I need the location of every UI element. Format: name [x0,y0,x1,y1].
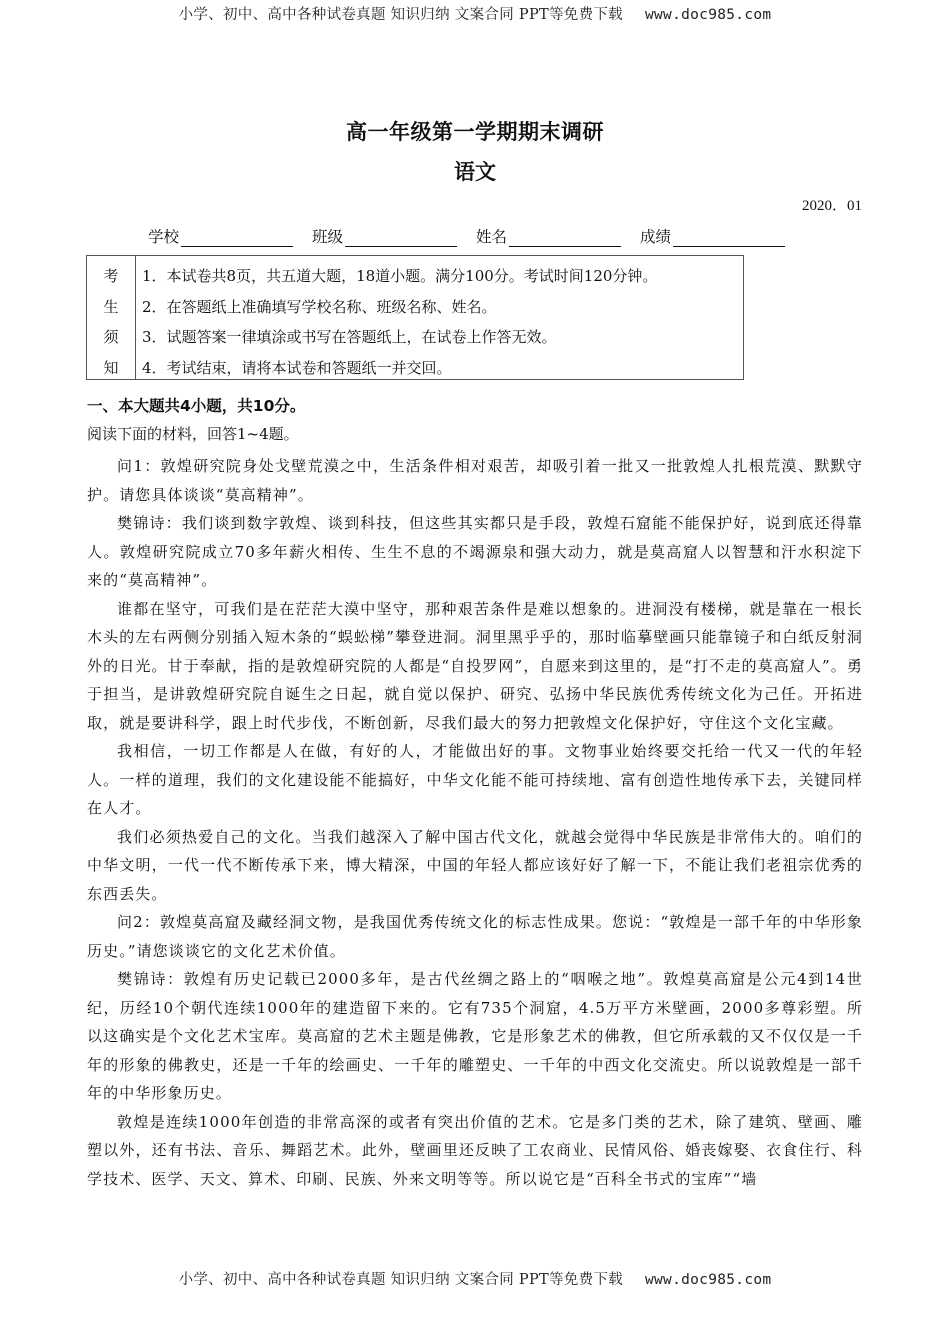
reading-passage [87,452,863,1193]
notice-item: 1．本试卷共8页，共五道大题，18道小题。满分100分。考试时间120分钟。 [142,267,658,285]
section-instruction: 阅读下面的材料，回答1~4题。 [87,425,299,443]
watermark-text: 小学、初中、高中各种试卷真题 知识归纳 文案合同 PPT等免费下载 [178,7,623,23]
section-heading: 一、本大题共4小题，共10分。 [87,397,306,415]
notice-item: 3．试题答案一律填涂或书写在答题纸上，在试卷上作答无效。 [142,328,557,346]
school-blank[interactable] [181,229,293,247]
passage-paragraph: 问2：敦煌莫高窟及藏经洞文物，是我国优秀传统文化的标志性成果。您说：“敦煌是一部千年的中华形象历史。”请您谈谈它的文化艺术价值。 [87,913,863,960]
passage-paragraph: 樊锦诗：敦煌有历史记载已2000多年，是古代丝绸之路上的“咽喉之地”。敦煌莫高窟是公元4到14世纪，历经10个朝代连续1000年的建造留下来的。它有735个洞窟，4.5万平方米壁画，2000多尊彩塑。所以这确实是个文化艺术宝库。莫高窟的艺术主题是佛教，它是形象艺术的佛教，但它所承载的又不仅仅是一千年的形象的佛教史，还是一千年的绘画史、一千年的雕塑史、一千年的中西文化交流史。所以说敦煌是一部千年的中华形象历史。 [87,970,863,1102]
notice-label-char: 知 [103,358,119,377]
score-label: 成绩 [640,228,672,246]
class-field[interactable] [312,225,457,247]
school-label: 学校 [148,228,180,246]
student-info-row [148,225,804,247]
name-label: 姓名 [476,228,508,246]
watermark-text: 小学、初中、高中各种试卷真题 知识归纳 文案合同 PPT等免费下载 [178,1272,623,1288]
passage-paragraph: 我相信，一切工作都是人在做，有好的人，才能做出好的事。文物事业始终要交托给一代又一代的年轻人。一样的道理，我们的文化建设能不能搞好，中华文化能不能可持续地、富有创造性地传承下去，关键同样在人才。 [87,742,863,817]
exam-subject: 语文 [454,160,496,184]
name-blank[interactable] [509,229,621,247]
exam-title: 高一年级第一学期期末调研 [346,120,604,144]
notice-item: 2．在答题纸上准确填写学校名称、班级名称、姓名。 [142,297,497,316]
passage-paragraph: 敦煌是连续1000年创造的非常高深的或者有突出价值的艺术。它是多门类的艺术，除了建筑、壁画、雕塑以外，还有书法、音乐、舞蹈艺术。此外，壁画里还反映了工农商业、民情风俗、婚丧嫁娶、衣食住行、科学技术、医学、天文、算术、印刷、民族、外来文明等等。所以说它是“百科全书式的宝库”“墙 [87,1112,863,1188]
passage-paragraph: 谁都在坚守，可我们是在茫茫大漠中坚守，那种艰苦条件是难以想象的。进洞没有楼梯，就是靠在一根长木头的左右两侧分别插入短木条的“蜈蚣梯”攀登进洞。洞里黑乎乎的，那时临摹壁画只能靠镜子和白纸反射洞外的日光。甘于奉献，指的是敦煌研究院的人都是“自投罗网”，自愿来到这里的，是“打不走的莫高窟人”。勇于担当，是讲敦煌研究院自诞生之日起，就自觉以保护、研究、弘扬中华民族优秀传统文化为己任。开拓进取，就是要讲科学，跟上时代步伐，不断创新，尽我们最大的努力把敦煌文化保护好，守住这个文化宝藏。 [87,599,863,732]
notice-label-char: 考 [103,267,119,285]
notice-label [87,256,136,379]
passage-paragraph: 我们必须热爱自己的文化。当我们越深入了解中国古代文化，就越会觉得中华民族是非常伟大的。咱们的中华文明，一代一代不断传承下来，博大精深，中国的年轻人都应该好好了解一下，不能让我们老祖宗优秀的东西丢失。 [87,827,863,903]
footer-watermark [0,1268,950,1289]
passage-paragraph: 问1：敦煌研究院身处戈壁荒漠之中，生活条件相对艰苦，却吸引着一批又一批敦煌人扎根荒漠、默默守护。请您具体谈谈“莫高精神”。 [87,457,863,504]
header-watermark [0,3,950,24]
passage-paragraph: 樊锦诗：我们谈到数字敦煌、谈到科技，但这些其实都只是手段，敦煌石窟能不能保护好，说到底还得靠人。敦煌研究院成立70多年薪火相传、生生不息的不竭源泉和强大动力，就是莫高窟人以智慧和汗水积淀下来的“莫高精神”。 [87,514,863,589]
school-field[interactable] [148,225,293,247]
notice-label-char: 生 [103,297,119,316]
exam-notice-box [86,255,744,380]
name-field[interactable] [476,225,621,247]
watermark-url: www.doc985.com [645,1272,772,1288]
watermark-url: www.doc985.com [645,7,772,23]
notice-label-char: 须 [103,328,119,346]
score-blank[interactable] [673,229,785,247]
score-field[interactable] [640,225,785,247]
exam-date: 2020．01 [801,198,862,214]
notice-item: 4．考试结束，请将本试卷和答题纸一并交回。 [142,358,452,377]
class-label: 班级 [312,228,344,246]
notice-items [136,256,657,379]
class-blank[interactable] [345,229,457,247]
